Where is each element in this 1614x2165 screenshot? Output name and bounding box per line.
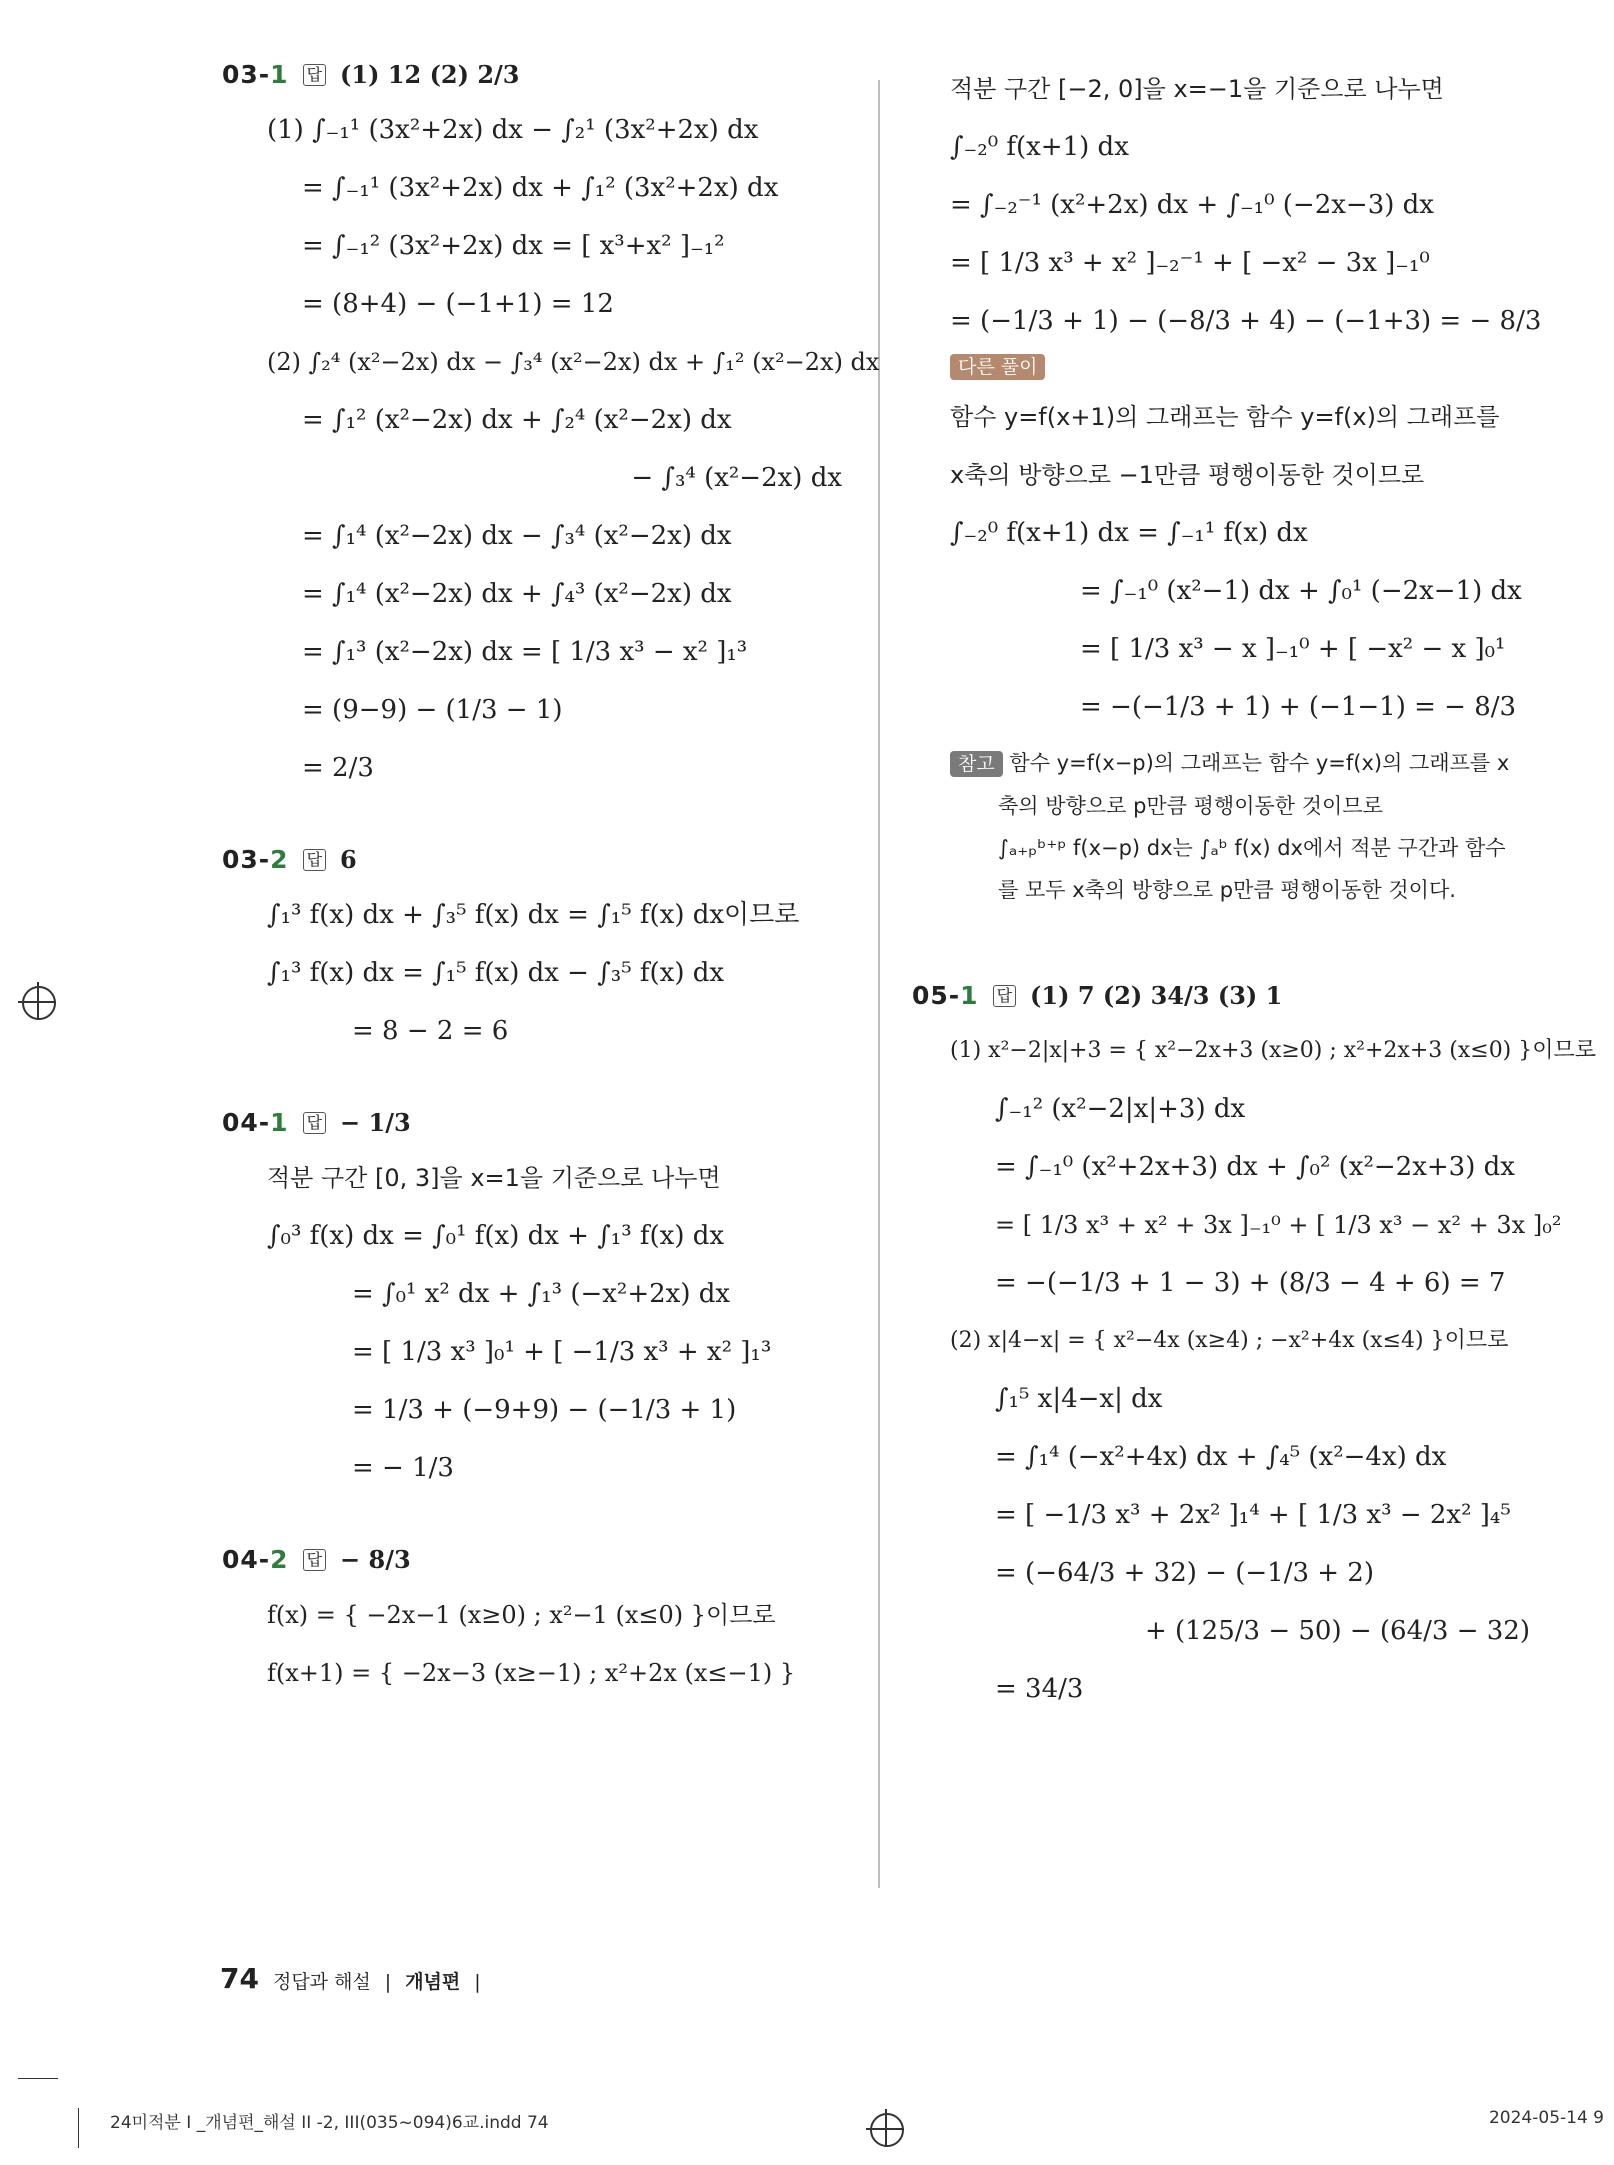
right-column: [912, 60, 1597, 1766]
solution-line: ∫₋₂⁰ f(x+1) dx: [950, 132, 1129, 162]
solution-line: ∫₀³ f(x) dx = ∫₀¹ f(x) dx + ∫₁³ f(x) dx: [267, 1221, 725, 1251]
solution-line: = [ 1/3 x³ + x² ]₋₂⁻¹ + [ −x² − 3x ]₋₁⁰: [950, 248, 1430, 278]
problem-number: 04-1: [222, 1108, 289, 1137]
problem-number: 05-1: [912, 981, 979, 1010]
solution-line: = ∫₋₁² (3x²+2x) dx = [ x³+x² ]₋₁²: [302, 231, 725, 261]
solution-line: = (−64/3 + 32) − (−1/3 + 2): [995, 1558, 1374, 1588]
solution-line: = ∫₁⁴ (x²−2x) dx + ∫₄³ (x²−2x) dx: [302, 579, 732, 609]
reference-note: [950, 742, 1550, 911]
solution-line: + (125/3 − 50) − (64/3 − 32): [1144, 1616, 1530, 1646]
solution-text: 함수 y=f(x+1)의 그래프는 함수 y=f(x)의 그래프를: [950, 403, 1500, 431]
problem-04-2: [222, 1545, 862, 1702]
solution-line: = [ 1/3 x³ ]₀¹ + [ −1/3 x³ + x² ]₁³: [352, 1337, 772, 1367]
note-text: 함수 y=f(x−p)의 그래프는 함수 y=f(x)의 그래프를 x: [1009, 751, 1510, 775]
solution-line: = ∫₁² (x²−2x) dx + ∫₂⁴ (x²−2x) dx: [302, 405, 732, 435]
solution-line: = (8+4) − (−1+1) = 12: [302, 289, 614, 319]
problem-04-2-continued: [950, 60, 1550, 350]
solution-line: = [ −1/3 x³ + 2x² ]₁⁴ + [ 1/3 x³ − 2x² ]₄⁵: [995, 1500, 1511, 1530]
solution-line: = 1/3 + (−9+9) − (−1/3 + 1): [352, 1395, 737, 1425]
alt-solution-badge: 다른 풀이: [950, 354, 1045, 380]
left-column: [222, 60, 880, 1750]
solution-line: ∫₁³ f(x) dx + ∫₃⁵ f(x) dx = ∫₁⁵ f(x) dx이므로: [267, 900, 800, 930]
solution-line: (2) x|4−x| = { x²−4x (x≥4) ; −x²+4x (x≤4) }이므로: [950, 1328, 1509, 1353]
answer-value: (1) 7 (2) 34/3 (3) 1: [1030, 981, 1283, 1010]
answer-value: − 8/3: [340, 1545, 411, 1574]
print-file-info: 24미적분 I _개념편_해설 II -2, III(035~094)6교.indd 74: [110, 2113, 549, 2133]
solution-line: = [ 1/3 x³ − x ]₋₁⁰ + [ −x² − x ]₀¹: [1080, 634, 1506, 664]
solution-line: = ∫₋₁⁰ (x²−1) dx + ∫₀¹ (−2x−1) dx: [1080, 576, 1522, 606]
problem-04-1: [222, 1108, 862, 1497]
problem-05-1: [912, 981, 1597, 1718]
footer-section: 개념편: [405, 1971, 461, 1993]
solution-line: (1) x²−2|x|+3 = { x²−2x+3 (x≥0) ; x²+2x+3 (x≤0) }이므로: [950, 1038, 1597, 1063]
solution-line: = − 1/3: [352, 1453, 454, 1483]
answer-mark: 답: [303, 64, 326, 86]
problem-number: 03-1: [222, 60, 289, 89]
footer-label: 정답과 해설: [272, 1971, 371, 1993]
footer-separator: |: [384, 1971, 392, 1993]
solution-line: = ∫₋₁⁰ (x²+2x+3) dx + ∫₀² (x²−2x+3) dx: [995, 1152, 1515, 1182]
print-date: 2024-05-14 9: [1488, 2108, 1604, 2128]
solution-line: ∫₁³ f(x) dx = ∫₁⁵ f(x) dx − ∫₃⁵ f(x) dx: [267, 958, 725, 988]
solution-line: = ∫₁⁴ (−x²+4x) dx + ∫₄⁵ (x²−4x) dx: [995, 1442, 1447, 1472]
answer-value: (1) 12 (2) 2/3: [340, 60, 520, 89]
answer-mark: 답: [303, 1549, 326, 1571]
problem-03-2: [222, 845, 862, 1060]
solution-line: = ∫₀¹ x² dx + ∫₁³ (−x²+2x) dx: [352, 1279, 731, 1309]
page-footer: [220, 1962, 481, 1995]
solution-text: 적분 구간 [0, 3]을 x=1을 기준으로 나누면: [267, 1164, 721, 1192]
solution-line: (1) ∫₋₁¹ (3x²+2x) dx − ∫₂¹ (3x²+2x) dx: [267, 115, 759, 145]
note-text: 를 모두 x축의 방향으로 p만큼 평행이동한 것이다.: [998, 878, 1456, 902]
problem-number: 04-2: [222, 1545, 289, 1574]
answer-value: 6: [340, 845, 357, 874]
solution-text: x축의 방향으로 −1만큼 평행이동한 것이므로: [950, 461, 1425, 489]
crop-mark: [18, 2078, 58, 2079]
solution-line: = (−1/3 + 1) − (−8/3 + 4) − (−1+3) = − 8/3: [950, 306, 1542, 336]
reference-badge: 참고: [950, 751, 1003, 777]
solution-line: = (9−9) − (1/3 − 1): [302, 695, 563, 725]
problem-header: [222, 1108, 862, 1137]
answer-mark: 답: [993, 985, 1016, 1007]
alternative-solution: [950, 350, 1550, 736]
solution-line: = 34/3: [995, 1674, 1084, 1704]
solution-line: ∫₁⁵ x|4−x| dx: [995, 1384, 1163, 1414]
solution-line: = ∫₁⁴ (x²−2x) dx − ∫₃⁴ (x²−2x) dx: [302, 521, 732, 551]
problem-header: [222, 60, 862, 89]
solution-line: = 8 − 2 = 6: [352, 1016, 509, 1046]
answer-mark: 답: [303, 1112, 326, 1134]
registration-mark-icon: [22, 986, 56, 1020]
note-text: ∫ₐ₊ₚᵇ⁺ᵖ f(x−p) dx는 ∫ₐᵇ f(x) dx에서 적분 구간과 함수: [998, 836, 1506, 860]
problem-header: [912, 981, 1550, 1010]
problem-number: 03-2: [222, 845, 289, 874]
problem-03-1: [222, 60, 880, 797]
solution-line: = −(−1/3 + 1) + (−1−1) = − 8/3: [1080, 692, 1517, 722]
solution-line: = ∫₁³ (x²−2x) dx = [ 1/3 x³ − x² ]₁³: [302, 637, 748, 667]
solution-line: = ∫₋₁¹ (3x²+2x) dx + ∫₁² (3x²+2x) dx: [302, 173, 779, 203]
footer-separator: |: [474, 1971, 481, 1993]
solution-line: − ∫₃⁴ (x²−2x) dx: [631, 463, 842, 493]
solution-line: = −(−1/3 + 1 − 3) + (8/3 − 4 + 6) = 7: [995, 1268, 1506, 1298]
page-number: 74: [220, 1962, 259, 1995]
solution-line: ∫₋₂⁰ f(x+1) dx = ∫₋₁¹ f(x) dx: [950, 518, 1308, 548]
solution-line: f(x) = { −2x−1 (x≥0) ; x²−1 (x≤0) }이므로: [267, 1601, 776, 1629]
solution-line: = 2/3: [302, 753, 374, 783]
solution-text: 적분 구간 [−2, 0]을 x=−1을 기준으로 나누면: [950, 75, 1444, 103]
answer-mark: 답: [303, 849, 326, 871]
solution-line: (2) ∫₂⁴ (x²−2x) dx − ∫₃⁴ (x²−2x) dx + ∫₁² (x²−2x) dx: [267, 348, 880, 376]
solution-line: = ∫₋₂⁻¹ (x²+2x) dx + ∫₋₁⁰ (−2x−3) dx: [950, 190, 1434, 220]
solution-line: = [ 1/3 x³ + x² + 3x ]₋₁⁰ + [ 1/3 x³ − x² + 3x ]₀²: [995, 1211, 1562, 1239]
problem-header: [222, 1545, 862, 1574]
problem-header: [222, 845, 862, 874]
answer-value: − 1/3: [340, 1108, 411, 1137]
crop-mark: [78, 2108, 79, 2148]
solution-line: f(x+1) = { −2x−3 (x≥−1) ; x²+2x (x≤−1) }: [267, 1659, 796, 1687]
registration-mark-icon: [870, 2113, 904, 2147]
note-text: 축의 방향으로 p만큼 평행이동한 것이므로: [998, 794, 1383, 818]
solution-line: ∫₋₁² (x²−2|x|+3) dx: [995, 1094, 1246, 1124]
